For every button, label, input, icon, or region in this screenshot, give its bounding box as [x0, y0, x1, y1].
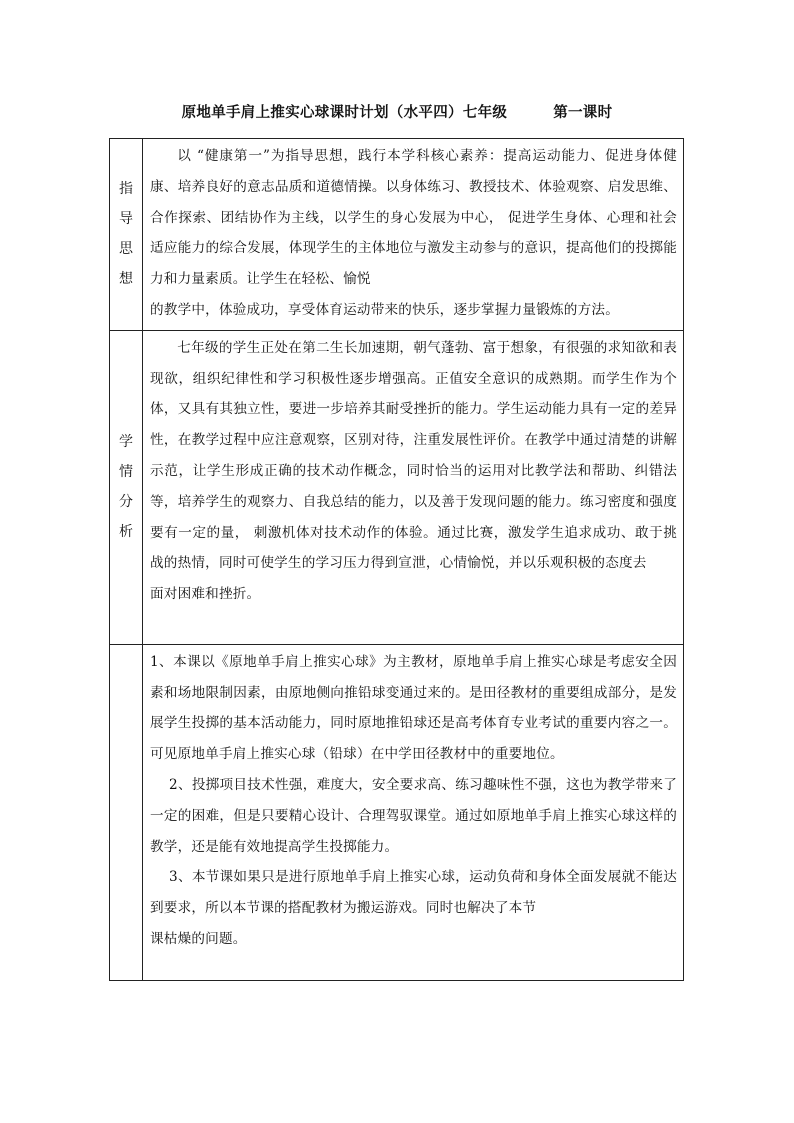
- student-analysis-content: [143, 330, 684, 644]
- guiding-ideology-row: [110, 139, 684, 331]
- row-label-empty: [110, 644, 143, 980]
- paragraph: 七年级的学生正处在第二生长加速期，朝气蓬勃、富于想象，有很强的求知欲和表现欲，组织纪律性和学习积极性逐步增强高。正值安全意识的成熟期。而学生作为个体，又具有其独立性，要进一步培养其耐受挫折的能力。学生运动能力具有一定的差异性，在教学过程中应注意观察，区别对待，注重发展性评价。在教学中通过清楚的讲解示范，让学生形成正确的技术动作概念，同时恰当的运用对比教学法和帮助、纠错法等，培养学生的观察力、自我总结的能力，以及善于发现问题的能力。练习密度和强度要有一定的量， 刺激机体对技术动作的体验。通过比赛，激发学生追求成功、敢于挑战的热情，同时可使学生的学习压力得到宣泄，心情愉悦，并以乐观积极的态度去: [150, 339, 677, 572]
- label-char: 指: [119, 181, 133, 198]
- label-char: 导: [119, 211, 133, 228]
- paragraph: 课枯燥的问题。: [150, 930, 247, 947]
- label-char: 析: [119, 524, 133, 541]
- label-char: 学: [119, 434, 133, 451]
- paragraph: 以 “健康第一”为指导思想，践行本学科核心素养：提高运动能力、促进身体健康、培养良好的意志品质和道德情操。以身体练习、教授技术、体验观察、启发思维、合作探索、团结协作为主线，以学生的身心发展为中心， 促进学生身体、心理和社会适应能力的综合发展，体现学生的主体地位与激发主动参与的意识，提高他们的投掷能力和力量素质。让学生在轻松、愉悦: [150, 148, 677, 288]
- row-label-guiding-ideology: [110, 139, 143, 331]
- plan-title: 原地单手肩上推实心球课时计划（水平四）七年级: [181, 104, 508, 121]
- label-char: 想: [119, 271, 133, 288]
- paragraph: 3、本节课如果只是进行原地单手肩上推实心球，运动负荷和身体全面发展就不能达到要求，所以本节课的搭配教材为搬运游戏。同时也解决了本节: [150, 869, 677, 917]
- student-analysis-row: [110, 330, 684, 644]
- textbook-analysis-content: [143, 644, 684, 980]
- label-char: 思: [119, 241, 133, 258]
- paragraph: 1、本课以《原地单手肩上推实心球》为主教材，原地单手肩上推实心球是考虑安全因素和场地限制因素，由原地侧向推铅球变通过来的。是田径教材的重要组成部分，是发展学生投掷的基本活动能力，同时原地推铅球还是高考体育专业考试的重要内容之一。可见原地单手肩上推实心球（铅球）在中学田径教材中的重要地位。: [150, 653, 677, 763]
- guiding-ideology-content: [143, 139, 684, 331]
- label-char: 分: [119, 494, 133, 511]
- label-char: 情: [119, 464, 133, 481]
- paragraph: 面对困难和挫折。: [150, 586, 261, 603]
- lesson-plan-table: [109, 138, 684, 981]
- textbook-analysis-row: [110, 644, 684, 980]
- row-label-student-analysis: [110, 330, 143, 644]
- paragraph: 的教学中，体验成功，享受体育运动带来的快乐，逐步掌握力量锻炼的方法。: [150, 301, 619, 318]
- lesson-number: 第一课时: [553, 104, 613, 121]
- page-title: [0, 101, 794, 122]
- paragraph: 2、投掷项目技术性强，难度大，安全要求高、练习趣味性不强，这也为教学带来了一定的困难，但是只要精心设计、合理驾驭课堂。通过如原地单手肩上推实心球这样的教学，还是能有效地提高学生投掷能力。: [150, 776, 677, 855]
